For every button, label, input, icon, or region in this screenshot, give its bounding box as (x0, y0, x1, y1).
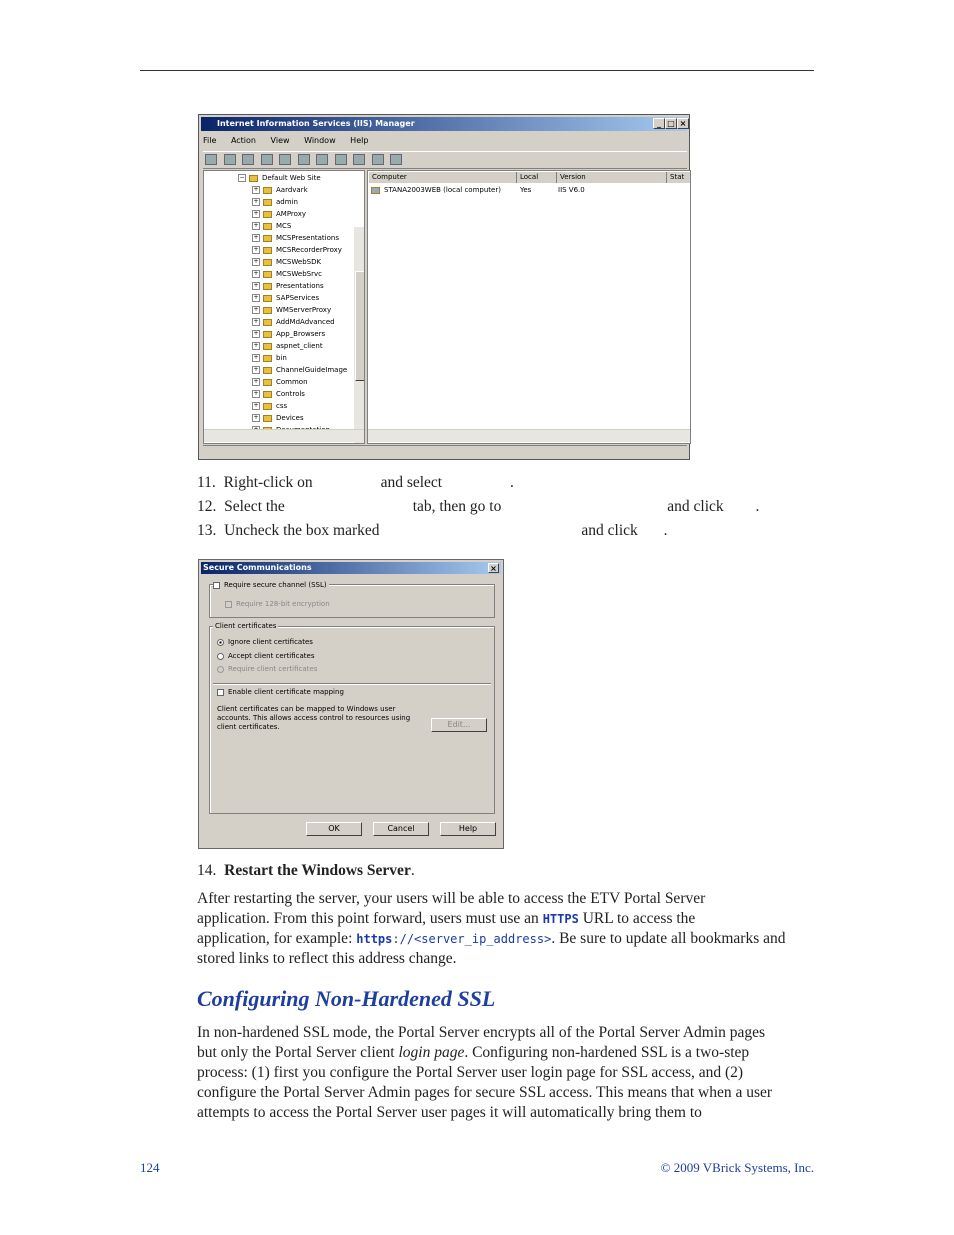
globe-icon (249, 175, 258, 182)
paragraph-non-hardened: In non-hardened SSL mode, the Portal Server encrypts all of the Portal Server Admin pages but only the Portal Server client login page. Configuring non-hardened SSL is a two-step process: (1) first you configure the Portal Server user login page for SSL access, and (2) configure the Portal Server Admin pages for secure SSL access. This means that when a user attempts to access the Portal Server user pages it will automatically bring them to (197, 1024, 773, 1121)
paragraph-restart: After restarting the server, your users will be able to access the ETV Portal Server application. From this point forward, users must use an HTTPS URL to access the application, for example: https://<server_ip_address>. Be sure to update all bookmarks and stored links to reflect this address change. (197, 890, 786, 967)
folder-icon (263, 259, 272, 266)
expand-icon[interactable]: + (253, 246, 259, 253)
col-computer[interactable]: Computer (369, 172, 517, 183)
export-icon[interactable] (316, 154, 328, 165)
folder-icon (263, 307, 272, 314)
folder-icon (263, 319, 272, 326)
stop-icon[interactable] (372, 154, 384, 165)
expand-icon[interactable]: + (253, 402, 259, 409)
tree-node[interactable]: + MCSRecorderProxy (253, 246, 342, 254)
expand-icon[interactable]: + (253, 186, 259, 193)
folder-icon (263, 331, 272, 338)
folder-icon (263, 343, 272, 350)
tree-node-root[interactable]: − Default Web Site (239, 174, 321, 182)
folder-icon (263, 355, 272, 362)
expand-icon[interactable]: + (253, 258, 259, 265)
radio-icon[interactable] (217, 653, 224, 660)
list-horizontal-scrollbar[interactable] (368, 429, 690, 442)
expand-icon[interactable]: + (253, 210, 259, 217)
tree-horizontal-scrollbar[interactable] (204, 429, 364, 442)
folder-icon (263, 271, 272, 278)
refresh-icon[interactable] (298, 154, 310, 165)
tree-node[interactable]: + aspnet_client (253, 342, 323, 350)
folder-icon (263, 187, 272, 194)
tree-node[interactable]: + SAPServices (253, 294, 320, 302)
menu-file[interactable]: File (203, 136, 217, 145)
folder-icon (263, 247, 272, 254)
dialog-title-bar (201, 562, 501, 574)
col-status[interactable]: Stat (667, 172, 691, 183)
help-icon[interactable] (335, 154, 347, 165)
expand-icon[interactable]: + (253, 378, 259, 385)
expand-icon[interactable]: + (253, 306, 259, 313)
computer-icon (371, 187, 380, 194)
iis-toolbar (203, 151, 687, 169)
step-13: 13. Uncheck the box marked and click . (197, 522, 668, 539)
help-button[interactable]: Help (440, 822, 496, 836)
folder-icon (263, 403, 272, 410)
tree-node[interactable]: + WMServerProxy (253, 306, 332, 314)
menu-view[interactable]: View (270, 136, 290, 145)
require-certs-radio: Require client certificates (217, 665, 317, 673)
close-icon[interactable]: × (677, 118, 689, 129)
expand-icon[interactable]: + (253, 270, 259, 277)
accept-certs-radio[interactable]: Accept client certificates (217, 652, 315, 660)
require-ssl-checkbox[interactable]: Require secure channel (SSL) (213, 581, 329, 589)
folder-icon (263, 283, 272, 290)
play-icon[interactable] (353, 154, 365, 165)
iis-title-bar (201, 117, 687, 131)
checkbox-icon[interactable] (217, 689, 224, 696)
folder-icon (263, 235, 272, 242)
row-version: IIS V6.0 (558, 186, 585, 194)
tree-node[interactable]: + MCSPresentations (253, 234, 339, 242)
tree-node[interactable]: + App_Browsers (253, 330, 326, 338)
collapse-icon[interactable]: − (239, 174, 245, 181)
expand-icon[interactable]: + (253, 342, 259, 349)
table-row[interactable]: STANA2003WEB (local computer) (371, 185, 501, 195)
enable-mapping-checkbox[interactable]: Enable client certificate mapping (217, 688, 344, 696)
tree-node[interactable]: + Common (253, 378, 308, 386)
iis-title: Internet Information Services (IIS) Manager (217, 119, 415, 128)
expand-icon[interactable]: + (253, 366, 259, 373)
expand-icon[interactable]: + (253, 222, 259, 229)
menu-action[interactable]: Action (230, 136, 256, 145)
tree-node[interactable]: + css (253, 402, 288, 410)
expand-icon[interactable]: + (253, 282, 259, 289)
tree-node[interactable]: + ChannelGuideImage (253, 366, 348, 374)
close-icon[interactable]: × (488, 563, 499, 573)
col-version[interactable]: Version (557, 172, 667, 183)
step-11: 11. Right-click on and select . (197, 474, 514, 491)
folder-icon (263, 379, 272, 386)
folder-icon (263, 295, 272, 302)
checkbox-icon[interactable] (213, 582, 220, 589)
page-number: 124 (140, 1160, 160, 1175)
tree-node[interactable]: + admin (253, 198, 298, 206)
expand-icon[interactable]: + (253, 198, 259, 205)
tree-node[interactable]: + MCS (253, 222, 292, 230)
ok-button[interactable]: OK (306, 822, 362, 836)
folder-icon (263, 223, 272, 230)
divider (213, 683, 491, 685)
tree-node[interactable]: + AMProxy (253, 210, 307, 218)
iis-list-pane (367, 170, 691, 444)
step-14: 14. Restart the Windows Server. (197, 862, 415, 879)
folder-icon (263, 367, 272, 374)
tree-node[interactable]: + Aardvark (253, 186, 308, 194)
secure-communications-dialog (198, 559, 504, 849)
tree-scroll-thumb[interactable] (355, 271, 365, 381)
iis-tree-pane (203, 170, 365, 444)
back-icon[interactable] (205, 154, 217, 165)
tree-node[interactable]: + Presentations (253, 282, 324, 290)
radio-icon (217, 666, 224, 673)
checkbox-icon (225, 601, 232, 608)
ignore-certs-radio[interactable]: Ignore client certificates (217, 638, 313, 646)
menu-window[interactable]: Window (304, 136, 336, 145)
step-12: 12. Select the tab, then go to and click . (197, 498, 760, 515)
tree-node[interactable]: + bin (253, 354, 287, 362)
tree-node[interactable]: + Devices (253, 414, 304, 422)
show-tree-icon[interactable] (261, 154, 273, 165)
properties-icon[interactable] (279, 154, 291, 165)
expand-icon[interactable]: + (253, 414, 259, 421)
header-rule (140, 70, 814, 71)
folder-icon (263, 211, 272, 218)
expand-icon[interactable]: + (253, 390, 259, 397)
mapping-description: Client certificates can be mapped to Windows user accounts. This allows access control to resources using client certificates. (217, 705, 411, 731)
expand-icon[interactable]: + (253, 330, 259, 337)
expand-icon[interactable]: + (253, 354, 259, 361)
tree-node[interactable]: + MCSWebSDK (253, 258, 322, 266)
maximize-icon[interactable]: □ (665, 118, 677, 129)
iis-manager-window (198, 114, 690, 460)
cancel-button[interactable]: Cancel (373, 822, 429, 836)
iis-menu-bar (203, 134, 687, 148)
up-icon[interactable] (242, 154, 254, 165)
radio-selected-icon[interactable] (217, 639, 224, 646)
iis-status-bar (203, 445, 687, 458)
row-local: Yes (520, 186, 532, 194)
pause-icon[interactable] (390, 154, 402, 165)
expand-icon[interactable]: + (253, 294, 259, 301)
expand-icon[interactable]: + (253, 234, 259, 241)
client-certs-label: Client certificates (215, 622, 277, 630)
folder-icon (263, 199, 272, 206)
tree-node[interactable]: + Controls (253, 390, 305, 398)
dialog-title: Secure Communications (203, 563, 312, 572)
copyright: © 2009 VBrick Systems, Inc. (660, 1160, 814, 1175)
tree-node[interactable]: + AddMdAdvanced (253, 318, 335, 326)
menu-help[interactable]: Help (350, 136, 369, 145)
section-heading: Configuring Non-Hardened SSL (197, 986, 496, 1011)
expand-icon[interactable]: + (253, 318, 259, 325)
tree-node[interactable]: + MCSWebSrvc (253, 270, 322, 278)
edit-button: Edit... (431, 718, 487, 732)
minimize-icon[interactable]: _ (653, 118, 665, 129)
folder-icon (263, 415, 272, 422)
require-128-checkbox: Require 128-bit encryption (225, 600, 330, 608)
col-local[interactable]: Local (517, 172, 557, 183)
forward-icon[interactable] (224, 154, 236, 165)
folder-icon (263, 391, 272, 398)
